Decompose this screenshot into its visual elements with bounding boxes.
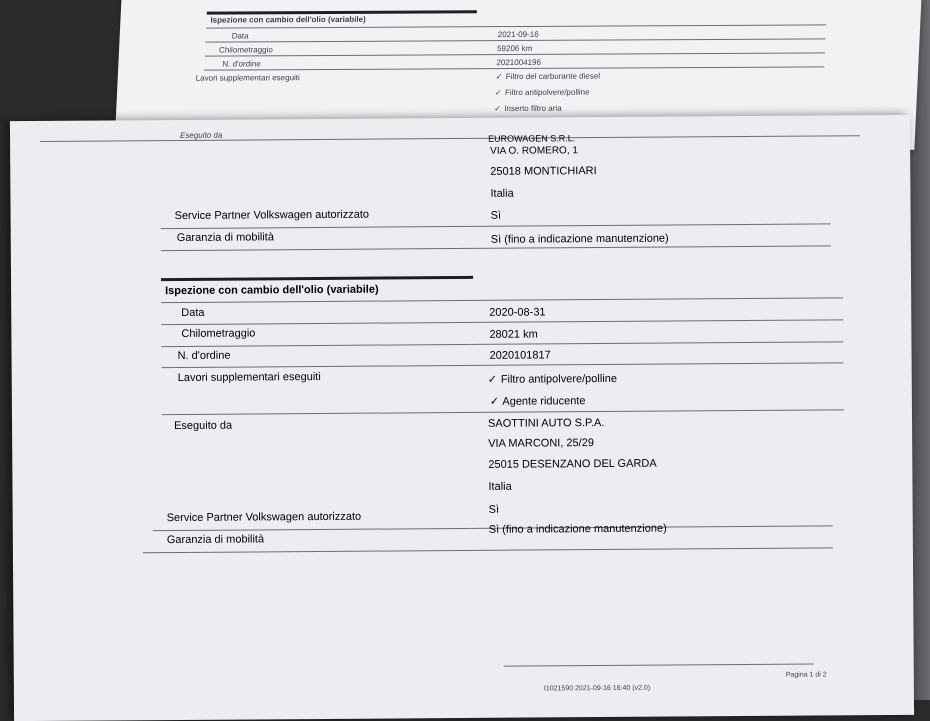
record-heading: Ispezione con cambio dell'olio (variabile) [165,283,379,298]
date-value: 2021-09-16 [497,29,539,40]
performed-by-name: EUROWAGEN S.R.L. [488,133,576,144]
order-label: N. d'ordine [177,349,231,362]
extra-work-item: ✓ Filtro antipolvere/polline [494,87,590,98]
performed-by-name: SAOTTINI AUTO S.P.A. [487,417,605,430]
extra-work-item: ✓ Filtro antipolvere/polline [487,372,618,386]
order-value: 2021004196 [496,57,542,68]
record-heading: Ispezione con cambio dell'olio (variabile) [210,14,366,25]
check-icon: ✓ [494,88,502,98]
check-icon: ✓ [489,395,500,408]
performed-by-country: Italia [490,187,514,200]
date-label: Data [231,31,249,41]
row-divider [161,341,843,347]
row-divider [143,547,833,553]
row-divider [205,38,825,42]
lower-service-record [10,115,914,721]
mobility-value: Sì (fino a indicazione manutenzione) [488,522,667,536]
extra-work-item: ✓ Filtro del carburante diesel [495,71,601,82]
mileage-label: Chilometraggio [181,327,256,340]
row-divider [161,319,843,325]
check-icon: ✓ [487,373,497,386]
row-divider [204,66,824,70]
row-divider [161,245,831,251]
row-divider [161,297,843,303]
mileage-label: Chilometraggio [218,45,274,55]
performed-by-city: 25015 DESENZANO DEL GARDA [488,457,657,471]
mileage-value: 28021 km [489,328,538,341]
mobility-label: Garanzia di mobilità [166,533,265,547]
row-divider [162,409,844,415]
row-divider [206,24,826,28]
print-stamp: I1021590 2021-09-16 16:40 (v2.0) [543,684,651,693]
extra-work-item: ✓ Agente riducente [489,395,586,408]
performed-by-street: VIA MARCONI, 25/29 [488,437,594,450]
check-icon: ✓ [494,104,502,114]
extra-works-label: Lavori supplementari eseguiti [177,370,321,384]
service-partner-value: Sì [488,503,500,516]
footer-rule [504,664,814,667]
check-icon: ✓ [495,72,503,82]
order-value: 2020101817 [489,349,551,362]
date-label: Data [181,306,205,319]
heading-rule [161,276,473,281]
mobility-value: Sì (fino a indicazione manutenzione) [490,232,669,246]
performed-by-label: Eseguito da [179,130,223,140]
row-divider [40,135,860,142]
date-value: 2020-08-31 [489,306,546,319]
row-divider [205,52,825,56]
row-divider [161,223,831,229]
service-partner-value: Sì [490,209,502,222]
performed-by-city: 25018 MONTICHIARI [490,165,597,178]
mileage-value: 59206 km [496,43,533,54]
extra-work-item: ✓ Inserto filtro aria [494,103,562,114]
performed-by-country: Italia [488,480,512,493]
service-partner-label: Service Partner Volkswagen autorizzato [174,208,370,223]
order-label: N. d'ordine [222,59,262,69]
mobility-label: Garanzia di mobilità [176,231,274,244]
performed-by-label: Eseguito da [174,419,233,433]
performed-by-street: VIA O. ROMERO, 1 [490,145,578,157]
service-partner-label: Service Partner Volkswagen autorizzato [166,510,362,525]
row-divider [162,362,844,368]
page-number: Pagina 1 di 2 [785,671,827,679]
extra-works-label: Lavori supplementari eseguiti [195,73,301,83]
